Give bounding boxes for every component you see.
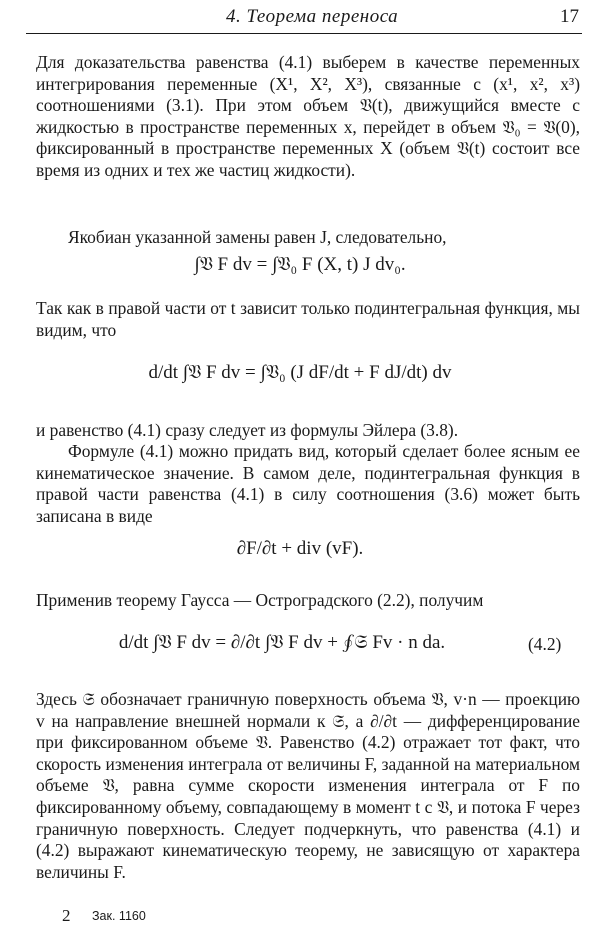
paragraph-2: Якобиан указанной замены равен J, следовательно, [68, 227, 447, 247]
formula-2-text: d/dt ∫𝔙 F dv = ∫𝔙₀ (J dF/dt + F dJ/dt) dv [148, 362, 452, 383]
equation-number-4-2: (4.2) [528, 634, 562, 654]
order-number: Зак. 1160 [92, 909, 146, 923]
formula-1 [0, 252, 600, 300]
formula-4-svg [0, 620, 600, 672]
formula-2-svg [0, 350, 600, 408]
formula-3 [0, 528, 600, 574]
formula-4-text: d/dt ∫𝔙 F dv = ∂/∂t ∫𝔙 F dv + ∮𝔖 Fv · n da. [118, 632, 446, 653]
paragraph-1: Для доказательства равенства (4.1) выберем в качестве переменных интегрирования переменные (X¹, X², X³), связанные с (x¹, x², x³) соотношениями (3.1). При этом объем 𝔙(t), движущийся вместе с жидкостью в пространстве переменных x, перейдет в объем 𝔙₀ = 𝔙(0), фиксированный в пространстве переменных X (объем 𝔙(t) состоит все время из одних и тех же частиц жидкости). [36, 52, 580, 180]
running-header-title: 4. Теорема переноса [226, 6, 399, 27]
header-rule [26, 33, 582, 34]
formula-1-svg [0, 252, 600, 294]
signature-mark: 2 [62, 906, 71, 925]
paragraph-5: Формуле (4.1) можно придать вид, который сделает более ясным ее кинематическое значение. В самом деле, подинтегральная функция в правой части равенства (4.1) в силу соотношения (3.6) может быть записана в виде [36, 441, 580, 526]
formula-1-text: ∫𝔙 F dv = ∫𝔙₀ F (X, t) J dv₀. [194, 254, 406, 275]
paragraph-3: Так как в правой части от t зависит только подинтегральная функция, мы видим, что [36, 298, 580, 340]
formula-3-svg [0, 528, 600, 568]
paragraph-7: Здесь 𝔖 обозначает граничную поверхность объема 𝔙, v·n — проекцию v на направление внешней нормали к 𝔖, а ∂/∂t — дифференцирование при фиксированном объеме 𝔙. Равенство (4.2) отражает тот факт, что скорость изменения интеграла от величины F, заданной на материальном объеме 𝔙, равна сумме скорости изменения интеграла от F по фиксированному объему, совпадающему в момент t с 𝔙, и потока F через граничную поверхность. Следует подчеркнуть, что равенства (4.1) и (4.2) выражают кинематическую теорему, не зависящую от характера величины F. [36, 689, 580, 882]
formula-3-text: ∂F/∂t + div (vF). [236, 538, 364, 559]
paragraph-4: и равенство (4.1) сразу следует из формулы Эйлера (3.8). [36, 420, 459, 440]
page-number: 17 [560, 6, 579, 27]
formula-2 [0, 350, 600, 414]
formula-4 [0, 620, 600, 678]
paragraph-6: Применив теорему Гаусса — Остроградского (2.2), получим [36, 590, 484, 610]
